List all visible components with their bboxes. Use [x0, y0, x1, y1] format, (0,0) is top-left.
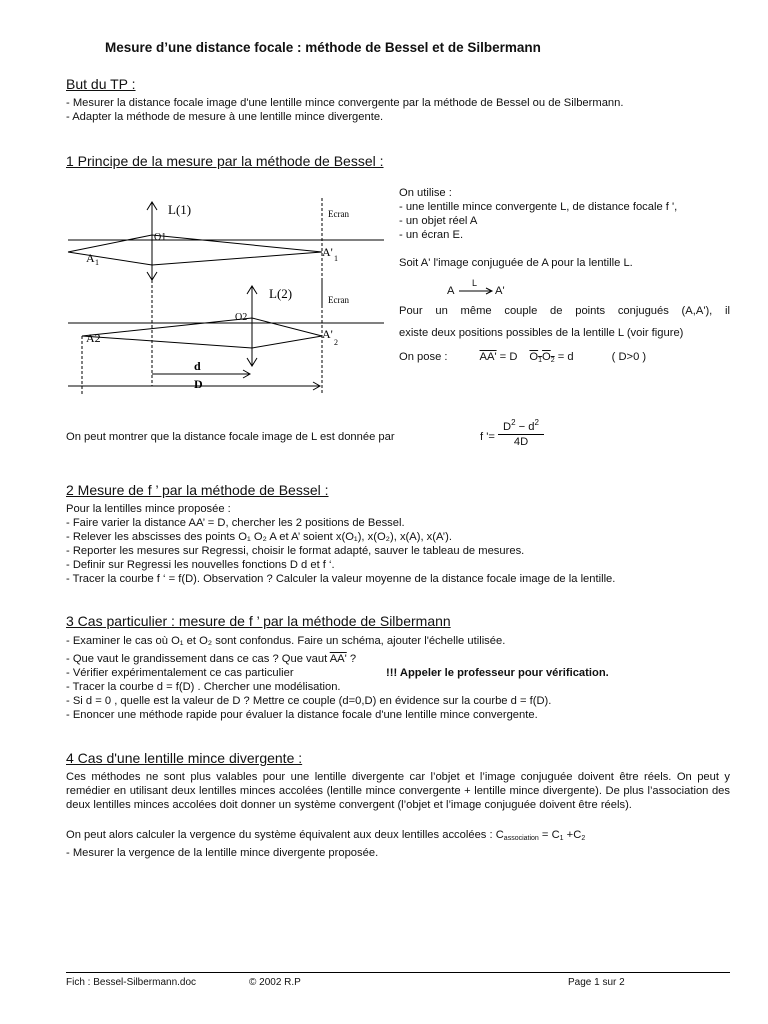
eq-d: = d	[554, 351, 574, 363]
lens2-label: L(2)	[269, 286, 293, 301]
aa-vector-2: AA'	[329, 653, 347, 665]
s3-line-4: - Tracer la courbe d = f(D) . Chercher une modélisation.	[66, 681, 341, 693]
eq-D: = D	[496, 351, 518, 363]
pose-label: On pose :	[399, 351, 448, 363]
uses-intro: On utilise :	[399, 187, 452, 199]
s2-line-5: - Definir sur Regressi les nouvelles fonctions D d et f ‘.	[66, 559, 335, 571]
s2-line-4: - Reporter les mesures sur Regressi, choisir le format adapté, sauver le tableau de mesures.	[66, 545, 525, 557]
but-line-2: - Adapter la méthode de mesure à une lentille mince divergente.	[66, 111, 384, 123]
couple-line-1: Pour un même couple de points conjugués (A,A'), il	[399, 305, 730, 317]
s2-line-3: - Relever les abscisses des points O₁ O₂ A et A’ soient x(O₁), x(O₂), x(A), x(A’).	[66, 531, 452, 543]
a2-label: A2	[86, 331, 101, 345]
a2p-label: A'	[322, 327, 333, 341]
o1-label: O1	[154, 232, 167, 243]
bessel-diagram	[64, 190, 384, 400]
a1p-label: A'	[322, 245, 333, 259]
arrow-from: A	[447, 285, 455, 297]
arrow-label: L	[472, 278, 478, 288]
formula-lhs: f '=	[480, 431, 495, 443]
formula-fraction	[498, 418, 544, 448]
s3-line-2: - Que vaut le grandissement dans ce cas ? Que vaut AA' ?	[66, 653, 357, 665]
footer-page-number: Page 1 sur 2	[568, 977, 625, 988]
s3-line-1: - Examiner le cas où O₁ et O₂ sont confondus. Faire un schéma, ajouter l'échelle utilisée.	[66, 635, 506, 647]
section1-heading: 1 Principe de la mesure par la méthode de Bessel :	[66, 153, 384, 169]
D-label: D	[194, 377, 203, 391]
s4-last-line: - Mesurer la vergence de la lentille mince divergente proposée.	[66, 847, 379, 859]
footer-rule	[66, 972, 730, 973]
s2-line-6: - Tracer la courbe f ‘ = f(D). Observation ? Calculer la valeur moyenne de la distance focale image de la lentille.	[66, 573, 616, 585]
formula-text: On peut montrer que la distance focale image de L est donnée par	[66, 431, 395, 443]
pose-line	[399, 350, 646, 368]
s2-line-2: - Faire varier la distance AA’ = D, chercher les 2 positions de Bessel.	[66, 517, 405, 529]
but-heading: But du TP :	[66, 76, 136, 92]
formula-numerator: $D^2 - d^2$	[498, 418, 544, 435]
a1-label: A	[86, 251, 95, 265]
o2-label: O2	[235, 312, 248, 323]
couple-line-2: existe deux positions possibles de la lentille L (voir figure)	[399, 327, 684, 339]
arrow-to: A'	[495, 285, 505, 297]
uses-item-1: - une lentille mince convergente L, de distance focale f ',	[399, 201, 678, 213]
o1o2-vector: $O_1O_2$	[529, 351, 555, 364]
d-label: d	[194, 359, 201, 373]
s3-line-5: - Si d = 0 , quelle est la valeur de D ? Mettre ce couple (d=0,D) en évidence sur la courbe d = f(D).	[66, 695, 552, 707]
aa-vector: AA'	[479, 351, 497, 363]
document-title: Mesure d’une distance focale : méthode de Bessel et de Silbermann	[105, 40, 541, 55]
a1p-sub: 1	[334, 254, 338, 263]
footer-copyright: © 2002 R.P	[249, 977, 301, 988]
s4-vergence-line: On peut alors calculer la vergence du système équivalent aux deux lentilles accolées : $C_{association} = C_1 +C_2$	[66, 829, 586, 842]
call-professor-note: !!! Appeler le professeur pour vérification.	[386, 667, 609, 679]
s3-line-6: - Enoncer une méthode rapide pour évaluer la distance focale d'une lentille mince convergente.	[66, 709, 538, 721]
section4-heading: 4 Cas d'une lentille mince divergente :	[66, 750, 303, 766]
uses-item-3: - un écran E.	[399, 229, 464, 241]
a1-sub: 1	[95, 258, 99, 267]
s2-line-1: Pour la lentilles mince proposée :	[66, 503, 231, 515]
lens1-label: L(1)	[168, 202, 192, 217]
footer-filename: Fich : Bessel-Silbermann.doc	[66, 977, 197, 988]
section3-heading: 3 Cas particulier : mesure de f ’ par la méthode de Silbermann	[66, 613, 451, 629]
a2p-sub: 2	[334, 338, 338, 347]
uses-item-2: - un objet réel A	[399, 215, 478, 227]
but-line-1: - Mesurer la distance focale image d'une lentille mince convergente par la méthode de Bessel ou de Silbermann.	[66, 97, 624, 109]
screen2-label: Ecran	[328, 295, 349, 305]
image-definition: Soit A' l'image conjuguée de A pour la lentille L.	[399, 257, 633, 269]
formula-denominator: 4D	[513, 436, 529, 448]
s4-paragraph: Ces méthodes ne sont plus valables pour une lentille divergente car l’objet et l’image conjuguée doivent être réels. On peut y remédier en utilisant deux lentilles minces accolées (lentille mince convergente + lentille mince divergente). De plus l’association des deux lentilles minces accolées doit donner un système convergent (l’objet et l’image conjuguée doivent être réels).	[66, 771, 730, 811]
section2-heading: 2 Mesure de f ’ par la méthode de Bessel :	[66, 482, 329, 498]
conjugate-arrow-icon	[459, 286, 495, 296]
d-condition: ( D>0 )	[611, 351, 647, 363]
screen1-label: Ecran	[328, 209, 349, 219]
s3-line-3: - Vérifier expérimentalement ce cas particulier	[66, 667, 294, 679]
